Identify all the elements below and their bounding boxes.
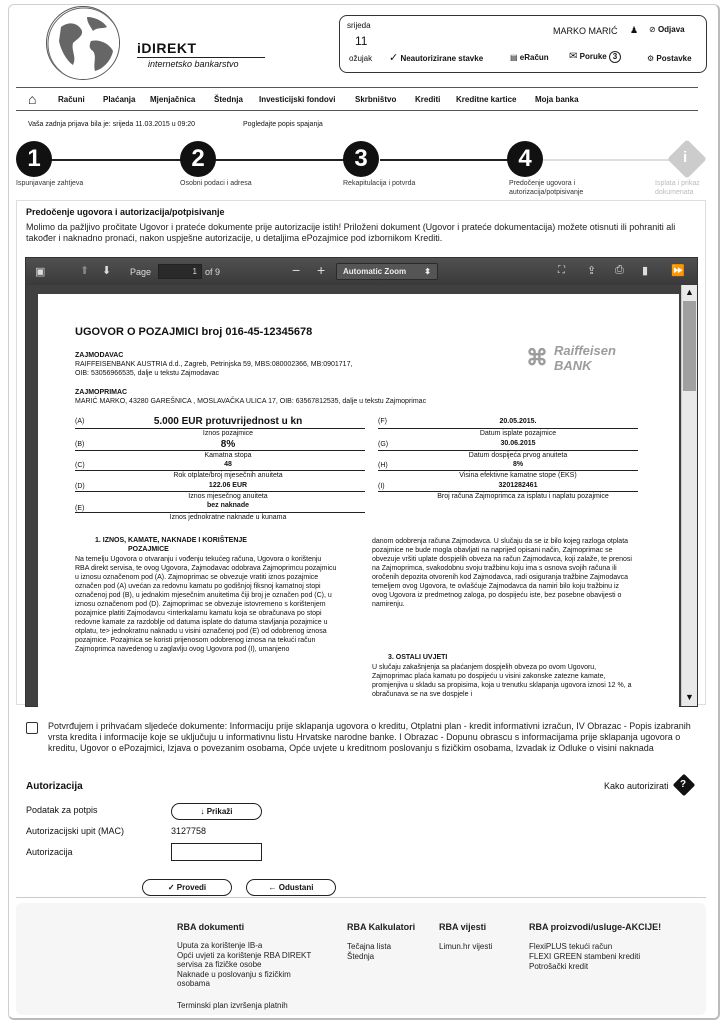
step-4-label [509, 179, 583, 197]
confirm-button-label: Provedi [176, 883, 207, 892]
field-rule [75, 450, 365, 451]
document-icon: ▤ [510, 53, 518, 62]
footer-docs-link[interactable]: Terminski plan izvršenja platnih [177, 1001, 288, 1010]
field-key-i: (I) [378, 483, 385, 490]
field-key-a: (A) [75, 418, 85, 425]
footer-docs-link[interactable]: servisa za fizičke osobe [177, 960, 262, 969]
field-caption-d: Iznos mjesečnog anuiteta [188, 493, 268, 500]
step-2-label: Osobni podaci i adresa [180, 180, 252, 187]
nav-item-skrbnistvo[interactable]: Skrbništvo [355, 95, 397, 104]
field-key-d: (D) [75, 483, 85, 490]
unauthorized-items-label: Neautorizirane stavke [400, 54, 484, 63]
check-icon: ✓ [167, 883, 175, 892]
footer-calc-title: RBA Kalkulatori [347, 922, 416, 932]
sidebar-toggle-icon[interactable]: ▣ [35, 266, 46, 278]
field-caption-a: Iznos pozajmice [202, 430, 254, 437]
borrower-heading: ZAJMOPRIMAC [75, 389, 128, 396]
footer-docs-link[interactable]: osobama [177, 979, 210, 988]
brand-title: iDIREKT [137, 40, 197, 56]
auth-title: Autorizacija [26, 781, 83, 792]
scrollbar-thumb[interactable] [683, 301, 696, 391]
arrow-left-icon: ← [268, 883, 277, 892]
footer-promo-link[interactable]: FLEXI GREEN stambeni krediti [529, 952, 641, 961]
section-1-title-line1: 1. IZNOS, KAMATE, NAKNADE I KORIŠTENJE [95, 537, 247, 544]
open-file-icon[interactable]: ⇪ [587, 265, 597, 277]
step-4-indicator: 4 [507, 141, 543, 177]
ebill-link[interactable] [510, 53, 549, 62]
main-nav [16, 87, 698, 111]
field-caption-c: Rok otplate/broj mjesečnih anuiteta [173, 472, 283, 479]
step-connector [380, 159, 510, 161]
step-4-label-line1: Predočenje ugovora i [509, 180, 576, 187]
tools-icon[interactable]: ⏩ [671, 265, 685, 277]
cancel-button-label: Odustani [278, 883, 314, 892]
pdf-scrollbar[interactable] [681, 285, 697, 706]
settings-link[interactable] [647, 54, 692, 63]
presentation-mode-icon[interactable]: ⛶ [558, 265, 565, 276]
field-value-e: bez naknade [206, 502, 249, 509]
field-value-b: 8% [220, 439, 236, 450]
previous-page-icon[interactable]: ⬆ [80, 265, 90, 277]
messages-count-badge: 3 [609, 51, 621, 63]
step-5-label-line2: dokumenata [655, 189, 694, 196]
step-2-indicator: 2 [180, 141, 216, 177]
field-value-c: 48 [224, 461, 232, 468]
login-history-link[interactable]: Pogledajte popis spajanja [243, 121, 323, 128]
step-connector [215, 159, 347, 161]
nav-item-krediti[interactable]: Krediti [415, 95, 441, 104]
lender-line-2: OIB: 53056966535, dalje u tekstu Zajmodavac [75, 370, 219, 377]
field-value-i: 3201282461 [498, 482, 538, 489]
field-rule [378, 470, 638, 471]
raiffeisen-logo-word-1: Raiffeisen [554, 343, 616, 358]
section-3-title: 3. OSTALI UVJETI [388, 654, 448, 661]
gear-icon: ⚙ [647, 54, 655, 63]
download-icon[interactable]: ⎙ [615, 264, 624, 276]
step-3-label: Rekapitulacija i potvrda [343, 180, 416, 187]
page-label: Page [130, 267, 152, 277]
footer-calc-link[interactable]: Štednja [347, 952, 375, 961]
logout-label: Odjava [657, 25, 685, 34]
borrower-line-1: MARIĆ MARKO, 43280 GAREŠNICA , MOSLAVAČKA ULICA 17, OIB: 63567812535, dalje u tekstu Zajmoprimac [75, 398, 427, 405]
step-3-indicator: 3 [343, 141, 379, 177]
field-rule [75, 470, 365, 471]
settings-label: Postavke [656, 54, 692, 63]
envelope-icon: ✉ [569, 51, 578, 62]
field-rule [75, 512, 365, 513]
field-key-h: (H) [378, 462, 388, 469]
pdf-viewer[interactable] [25, 257, 698, 707]
field-key-g: (G) [378, 441, 389, 448]
mac-value: 3127758 [171, 826, 207, 836]
field-rule [378, 450, 638, 451]
nav-item-kreditne-kartice[interactable]: Kreditne kartice [456, 95, 517, 104]
step-5-label [655, 179, 700, 197]
right-column-body: danom odobrenja računa Zajmodavca. U slučaju da se iz bilo kojeg razloga otplata pozajmice ne bude mogla obavljati na naprijed opisani način, Zajmoprimac se obvezuje vršiti uplate dospjelih obveza na račun Zajmodavca, koji zalaže, te prenosi na Zajmoprimca, svakodobnu svoju tražbinu koju ima s osnova svojih računa ili oročenih depozita otvorenih kod Zajmodavca, radi osiguranja tražbine Zajmodavca temeljem ovog Ugovora, te ovlašćuje Zajmodavca da namiri bilo koju tražbinu iz ovog Ugovora iz predmetnog zaloga, po dospijeću iste, bez posebne obavijesti o namirenju. [372, 538, 632, 608]
field-key-b: (B) [75, 441, 85, 448]
footer-docs-link[interactable]: Naknade u poslovanju s fizičkim [177, 970, 291, 979]
field-caption-i: Broj računa Zajmoprimca za isplatu i naplatu pozajmice [437, 493, 609, 500]
step-1-label: Ispunjavanje zahtjeva [16, 180, 84, 187]
nav-item-stednja[interactable]: Štednja [214, 95, 243, 104]
show-button[interactable] [171, 803, 262, 820]
field-caption-h: Visina efektivne kamatne stope (EKS) [459, 472, 577, 479]
step-connector [50, 159, 182, 161]
consent-text: Potvrđujem i prihvaćam sljedeće dokumente: Informaciju prije sklapanja ugovora o kreditu, Otplatni plan - kredit informativni izračun, IV Obrazac - Popis izabranih vrsta kredita i informacije koje se uključuju u informativnu listu Hrvatske narodne banke. I Obrazac - Dopunu obrascu s informacijama prije sklapanja ugovora o kreditu, Ugovor o ePozajmici, Izjava o povezanim osobama, Opće uvjete u kreditnom poslovanju s fizičkim osobama, Izvadak iz Odluke o visini naknada [48, 721, 691, 753]
field-caption-b: Kamatna stopa [204, 452, 252, 459]
page-number-input[interactable]: 1 [158, 264, 202, 279]
field-key-f: (F) [378, 418, 387, 425]
user-icon: ♟ [630, 25, 639, 35]
updown-chevron-icon: ⬍ [424, 267, 431, 276]
footer-docs-title: RBA dokumenti [177, 922, 245, 932]
sign-data-label: Podatak za potpis [26, 805, 98, 815]
scroll-up-icon[interactable]: ▲ [685, 287, 694, 297]
step-5-label-line1: Isplata i prikaz [655, 180, 700, 187]
footer-news-title: RBA vijesti [439, 922, 487, 932]
footer-promo-link[interactable]: Potrošački kredit [529, 962, 589, 971]
section-title: Predočenje ugovora i autorizacija/potpisivanje [26, 207, 225, 217]
footer-docs-link[interactable]: Opći uvjeti za korištenje RBA DIREKT [177, 951, 312, 960]
footer-promo-title: RBA proizvodi/usluge-AKCIJE! [529, 922, 662, 932]
zoom-select-value: Automatic Zoom [343, 267, 407, 276]
field-value-g: 30.06.2015 [500, 440, 536, 447]
section-1-title-line2: POZAJMICE [128, 546, 169, 553]
user-name: MARKO MARIĆ [553, 26, 618, 36]
zoom-out-icon[interactable]: − [292, 262, 301, 278]
field-caption-f: Datum isplate pozajmice [479, 430, 557, 437]
auth-input-label: Autorizacija [26, 847, 73, 857]
field-key-e: (E) [75, 505, 85, 512]
nav-item-racuni[interactable]: Računi [58, 95, 85, 104]
step-connector [543, 159, 673, 161]
footer-calc-link[interactable]: Tečajna lista [347, 942, 392, 951]
brand-subtitle: internetsko bankarstvo [148, 59, 239, 69]
bookmark-icon[interactable]: ▮ [642, 265, 649, 277]
footer-docs-link[interactable]: Uputa za korištenje IB-a [177, 941, 263, 950]
user-panel [339, 15, 707, 73]
logout-icon: ⊘ [649, 25, 656, 34]
raiffeisen-logo-icon: ⌘ [526, 345, 548, 370]
page-total: of 9 [205, 267, 221, 277]
nav-item-moja-banka[interactable]: Moja banka [535, 95, 579, 104]
question-icon[interactable]: ? [680, 779, 687, 790]
step-5-info-icon: i [683, 149, 688, 166]
home-icon[interactable]: ⌂ [28, 91, 37, 107]
arrow-down-icon: ↓ [200, 807, 205, 816]
zoom-select[interactable] [336, 263, 438, 280]
section-3-body: U slučaju zakašnjenja sa plaćanjem dospjelih obveza po ovom Ugovoru, Zajmoprimac plaća kamatu po dospijeću u visini zakonske zatezne kamate, promjenjiva u skladu sa propisima, koja u trenutku sklapanja ugovora iznosi 12 %, a obračunava se na sve dospjele i [372, 664, 632, 698]
footer-news-link[interactable]: Limun.hr vijesti [439, 942, 493, 951]
pdf-page [38, 294, 679, 708]
step-4-label-line2: autorizacija/potpisivanje [509, 189, 584, 196]
mac-label: Autorizacijski upit (MAC) [26, 826, 125, 836]
field-caption-e: Iznos jednokratne naknade u kunama [169, 514, 287, 521]
field-caption-g: Datum dospijeća prvog anuiteta [468, 452, 568, 459]
zoom-in-icon[interactable]: + [317, 262, 326, 278]
field-value-h: 8% [512, 461, 524, 468]
field-key-c: (C) [75, 462, 85, 469]
date-day: 11 [355, 34, 368, 48]
field-value-a: 5.000 EUR protuvrijednost u kn [153, 416, 303, 427]
pdf-toolbar [26, 258, 697, 285]
scroll-down-icon[interactable]: ▼ [685, 692, 694, 702]
field-value-d: 122.06 EUR [208, 482, 248, 489]
section-intro: Molimo da pažljivo pročitate Ugovor i prateće dokumente prije autorizacije istih! Priloženi dokument (Ugovor i prateće dokumentacija) možete otisnuti ili pohraniti ali također i naknadno pronaći, nakon uspješne autorizacije, u detaljima ePozajmice pod izbornikom Krediti. [26, 222, 676, 243]
globe-logo-icon [46, 6, 120, 80]
nav-item-placanja[interactable]: Plaćanja [103, 95, 136, 104]
lender-heading: ZAJMODAVAC [75, 352, 124, 359]
logout-link[interactable] [649, 25, 685, 34]
nav-item-investicijski-fondovi[interactable]: Investicijski fondovi [259, 95, 336, 104]
section-1-body: Na temelju Ugovora o otvaranju i vođenju tekućeg računa, Ugovora o korištenju RBA direkt servisa, te ovog Ugovora, Zajmodavac odobrava Zajmoprimcu pozajmicu u iznosu označenom pod (A). Zajmoprimac se obvezuje vratiti iznos pozajmice označen pod (A) uvećan za redovnu kamatu po godišnjoj fiksnoj kamatnoj stopi označenoj pod (B), u jednakim mjesečnim anuitetima čiji broj je označen pod (C), u iznosu označenom pod (D). Zajmoprimac se obvezuje istovremeno s korištenjem pozajmice platiti Zajmodavcu <interkalarnu kamatu koja se obračunava po stopi redovne kamate za razdoblje od datuma isplate do datuma stavljanja pozajmice u otplatu, te> jednokratnu naknadu u visini označenoj pod (E) od odobrenog iznosa pozajmice. Pozajmica se koristi prijenosom odobrenog iznosa na tekući račun Zajmoprimca navedenog u zaglavlju ovog Ugovora pod (I), umanjeno [75, 556, 337, 653]
raiffeisen-logo [526, 341, 616, 375]
messages-link[interactable] [569, 51, 621, 63]
brand-divider [137, 57, 265, 58]
cancel-button[interactable] [246, 879, 336, 896]
next-page-icon[interactable]: ⬇ [102, 265, 112, 277]
raiffeisen-logo-word-2: BANK [554, 358, 592, 373]
footer-divider [16, 897, 706, 898]
lender-line-1: RAIFFEISENBANK AUSTRIA d.d., Zagreb, Petrinjska 59, MBS:080002366, MB:0901717, [75, 361, 353, 368]
ebill-label: eRačun [519, 53, 549, 62]
auth-help-link[interactable]: Kako autorizirati [604, 781, 669, 791]
field-value-f: 20.05.2015. [499, 418, 537, 425]
contract-title: UGOVOR O POZAJMICI broj 016-45-12345678 [75, 326, 313, 338]
check-icon: ✓ [389, 52, 399, 64]
confirm-button[interactable] [142, 879, 232, 896]
consent-checkbox[interactable] [26, 722, 38, 734]
nav-item-mjenjacnica[interactable]: Mjenjačnica [150, 95, 196, 104]
show-button-label: Prikaži [206, 807, 233, 816]
date-month: ožujak [349, 54, 373, 63]
field-rule [75, 491, 365, 492]
last-login-text: Vaša zadnja prijava bila je: srijeda 11.03.2015 u 09:20 [28, 121, 196, 128]
auth-input[interactable] [171, 843, 262, 861]
step-1-indicator: 1 [16, 141, 52, 177]
field-rule [378, 428, 638, 429]
messages-label: Poruke [579, 52, 607, 61]
footer-promo-link[interactable]: FlexiPLUS tekući račun [529, 942, 613, 951]
field-rule [75, 428, 365, 429]
field-rule [378, 491, 638, 492]
date-weekday: srijeda [347, 21, 371, 30]
unauthorized-items-link[interactable] [389, 51, 483, 64]
